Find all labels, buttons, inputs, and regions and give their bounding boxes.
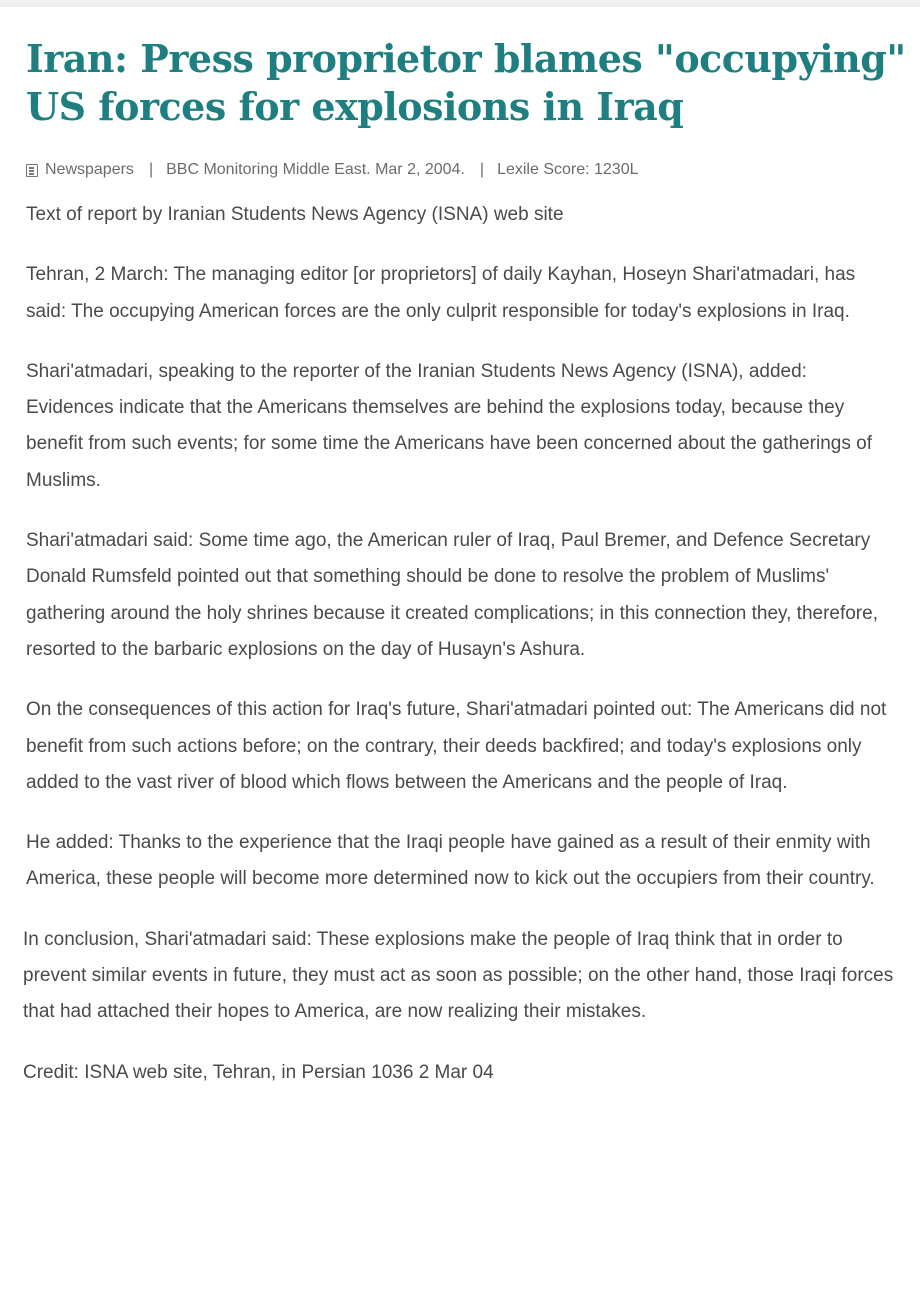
article (0, 35, 906, 1091)
article-paragraph: Shari'atmadari, speaking to the reporter of the Iranian Students News Agency (ISNA), added: Evidences indicate that the Americans themselves are behind the explosions today, because they benefit from such events; for some time the Americans have been concerned about the gatherings of Muslims. (26, 360, 872, 491)
article-paragraph: Shari'atmadari said: Some time ago, the American ruler of Iraq, Paul Bremer, and Defence Secretary Donald Rumsfeld pointed out that something should be done to resolve the problem of Muslims' gathering around the holy shrines because it created complications; in this connection they, therefore, resorted to the barbaric explosions on the day of Husayn's Ashura. (26, 530, 878, 660)
article-title: Iran: Press proprietor blames "occupying" US forces for explosions in Iraq (26, 36, 906, 129)
top-bar (0, 0, 920, 7)
credit-line: Credit: ISNA web site, Tehran, in Persian 1036 2 Mar 04 (23, 1061, 494, 1083)
article-paragraph: In conclusion, Shari'atmadari said: These explosions make the people of Iraq think that in order to prevent similar events in future, they must act as soon as possible; on the other hand, those Iraqi forces that had attached their hopes to America, are now realizing their mistakes. (23, 928, 894, 1023)
article-paragraph: Text of report by Iranian Students News Agency (ISNA) web site (26, 204, 564, 225)
meta-separator: | (479, 161, 485, 178)
article-meta (26, 159, 906, 181)
newspaper-icon (26, 164, 38, 177)
meta-separator: | (148, 161, 154, 178)
publication-info: BBC Monitoring Middle East. Mar 2, 2004. (166, 161, 465, 178)
source-type[interactable]: Newspapers (45, 161, 134, 178)
article-paragraph: On the consequences of this action for Iraq's future, Shari'atmadari pointed out: The Americans did not benefit from such actions before; on the contrary, their deeds backfired; and today's explosions only added to the vast river of blood which flows between the Americans and the people of Iraq. (26, 699, 887, 793)
article-body (23, 197, 906, 1091)
article-paragraph: He added: Thanks to the experience that the Iraqi people have gained as a result of their enmity with America, these people will become more determined now to kick out the occupiers from their country. (26, 832, 875, 890)
article-paragraph: Tehran, 2 March: The managing editor [or proprietors] of daily Kayhan, Hoseyn Shari'atmadari, has said: The occupying American forces are the only culprit responsible for today's explosions in Iraq. (26, 264, 856, 322)
lexile-score: Lexile Score: 1230L (497, 161, 639, 178)
